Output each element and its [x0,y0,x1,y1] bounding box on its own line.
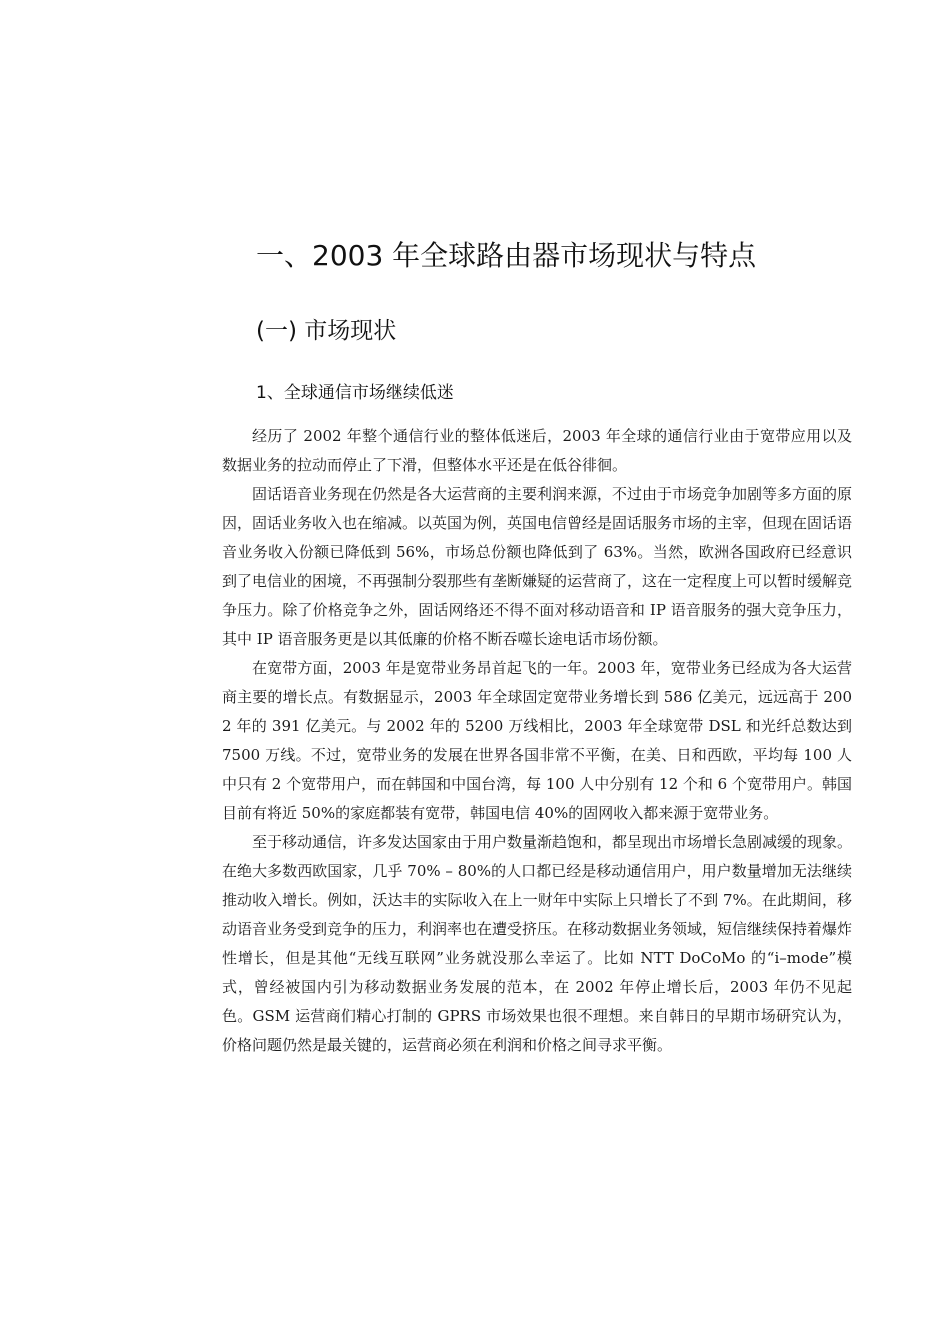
paragraph-1: 经历了 2002 年整个通信行业的整体低迷后，2003 年全球的通信行业由于宽带应用以及数据业务的拉动而停止了下滑，但整体水平还是在低谷徘徊。 [222,427,852,474]
subsection-title: 1、全球通信市场继续低迷 [256,383,454,403]
body-text [222,422,852,1060]
paragraph-3: 在宽带方面，2003 年是宽带业务昂首起飞的一年。2003 年，宽带业务已经成为各大运营商主要的增长点。有数据显示，2003 年全球固定宽带业务增长到 586 亿美元，远远高于 2002 年的 391 亿美元。与 2002 年的 5200 万线相比，2003 年全球宽带 DSL 和光纤总数达到 7500 万线。不过，宽带业务的发展在世界各国非常不平衡，在美、日和西欧，平均每 100 人中只有 2 个宽带用户，而在韩国和中国台湾，每 100 人中分别有 12 个和 6 个宽带用户。韩国目前有将近 50%的家庭都装有宽带，韩国电信 40%的固网收入都来源于宽带业务。 [222,659,852,822]
section-title: (一) 市场现状 [256,318,397,344]
paragraph-4: 至于移动通信，许多发达国家由于用户数量渐趋饱和，都呈现出市场增长急剧减缓的现象。在绝大多数西欧国家，几乎 70% – 80%的人口都已经是移动通信用户，用户数量增加无法继续推动收入增长。例如，沃达丰的实际收入在上一财年中实际上只增长了不到 7%。在此期间，移动语音业务受到竞争的压力，利润率也在遭受挤压。在移动数据业务领域，短信继续保持着爆炸性增长，但是其他“无线互联网”业务就没那么幸运了。比如 NTT DoCoMo 的“i–mode”模式，曾经被国内引为移动数据业务发展的范本，在 2002 年停止增长后，2003 年仍不见起色。GSM 运营商们精心打制的 GPRS 市场效果也很不理想。来自韩日的早期市场研究认为，价格问题仍然是最关键的，运营商必须在利润和价格之间寻求平衡。 [222,833,853,1054]
paragraph-2: 固话语音业务现在仍然是各大运营商的主要利润来源，不过由于市场竞争加剧等多方面的原因，固话业务收入也在缩减。以英国为例，英国电信曾经是固话服务市场的主宰，但现在固话语音业务收入份额已降低到 56%，市场总份额也降低到了 63%。当然，欧洲各国政府已经意识到了电信业的困境，不再强制分裂那些有垄断嫌疑的运营商了，这在一定程度上可以暂时缓解竞争压力。除了价格竞争之外，固话网络还不得不面对移动语音和 IP 语音服务的强大竞争压力，其中 IP 语音服务更是以其低廉的价格不断吞噬长途电话市场份额。 [222,485,853,648]
chapter-title: 一、2003 年全球路由器市场现状与特点 [256,239,757,272]
